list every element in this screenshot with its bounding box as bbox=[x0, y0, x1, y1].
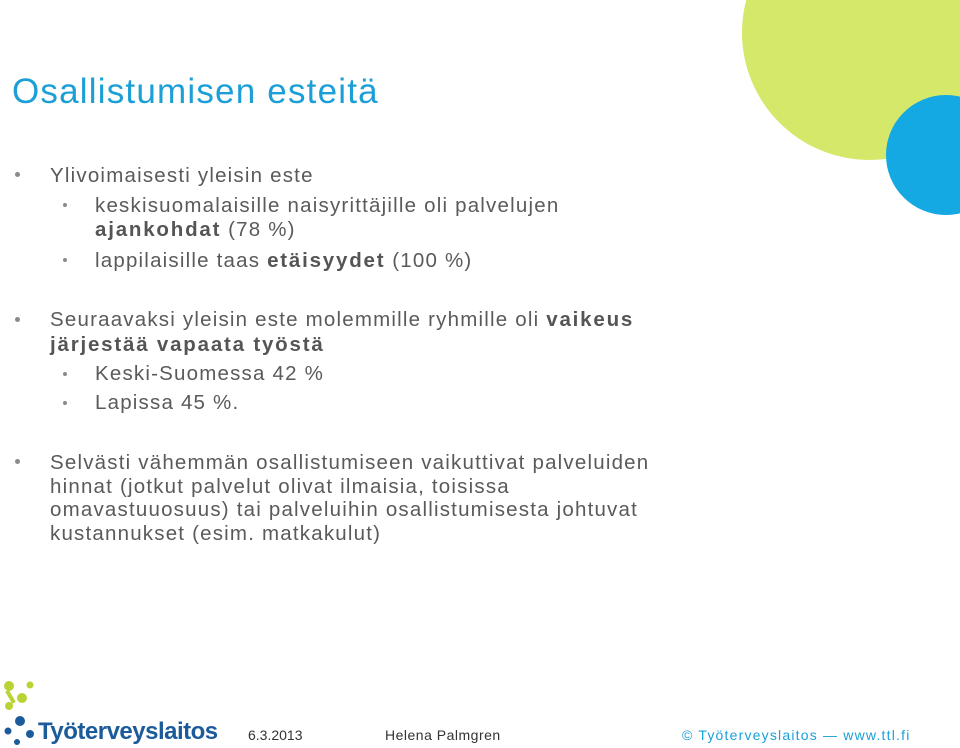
bullet-sub bbox=[95, 249, 472, 273]
bullet-dot-icon bbox=[15, 459, 20, 464]
text-fragment: Seuraavaksi yleisin este molemmille ryhmille oli bbox=[50, 308, 547, 331]
bold-phrase: vaikeus bbox=[546, 308, 635, 331]
bullet-main: Selvästi vähemmän osallistumiseen vaikuttivat palveluiden bbox=[50, 451, 650, 474]
bullet-sub: keskisuomalaisille naisyrittäjille oli palvelujen bbox=[95, 194, 560, 217]
footer-date: 6.3.2013 bbox=[248, 727, 303, 743]
bullet-dot-icon bbox=[15, 317, 20, 322]
bullet-dot-icon bbox=[63, 203, 67, 207]
text-fragment: (100 %) bbox=[385, 249, 473, 272]
bold-phrase: järjestää vapaata työstä bbox=[50, 333, 325, 356]
bullet-sub-continued bbox=[95, 218, 296, 242]
logo-wordmark: Työterveyslaitos bbox=[38, 718, 218, 745]
bullet-sub: Lapissa 45 %. bbox=[95, 391, 240, 414]
bullet-main: Ylivoimaisesti yleisin este bbox=[50, 164, 314, 187]
bullet-main-continued: omavastuuosuus) tai palveluihin osallistumisesta johtuvat bbox=[50, 498, 639, 521]
bullet-main bbox=[50, 308, 634, 332]
bullet-main-continued: kustannukset (esim. matkakulut) bbox=[50, 522, 382, 545]
bullet-sub: Keski-Suomessa 42 % bbox=[95, 362, 325, 385]
text-fragment: lappilaisille taas bbox=[95, 249, 268, 272]
bullet-dot-icon bbox=[63, 372, 67, 376]
bullet-dot-icon bbox=[15, 172, 20, 177]
bullet-dot-icon bbox=[63, 401, 67, 405]
bullet-main-continued: hinnat (jotkut palvelut olivat ilmaisia, toisissa bbox=[50, 475, 510, 498]
bold-phrase: ajankohdat bbox=[95, 218, 222, 241]
bullet-main-continued bbox=[50, 333, 325, 357]
bold-phrase: etäisyydet bbox=[267, 249, 386, 272]
bullet-dot-icon bbox=[63, 258, 67, 262]
slide-title: Osallistumisen esteitä bbox=[12, 72, 379, 111]
footer-author: Helena Palmgren bbox=[385, 727, 501, 743]
footer-copyright: © Työterveyslaitos — www.ttl.fi bbox=[682, 727, 911, 743]
text-fragment: (78 %) bbox=[221, 218, 296, 241]
